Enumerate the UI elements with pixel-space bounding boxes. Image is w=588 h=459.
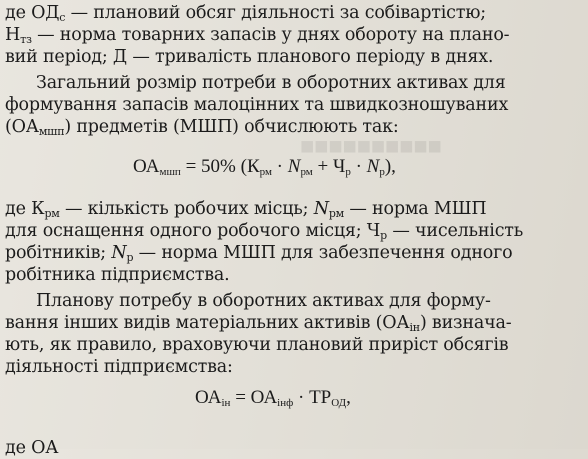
paragraph-first-line: Загальний розмір потреби в оборотних активах для (36, 73, 506, 93)
text-line: $Н_{тз}$ — норма товарних запасів у днях обороту на плано- (5, 25, 510, 46)
text-line: діяльності підприємства: (5, 357, 233, 377)
text-line: вання інших видів матеріальних активів $(ОА_{ін})$ визнача- (5, 313, 512, 334)
formula-oa-mshp: $ОА_{мшп} = 50\%$ $(К_{рм} \cdot N_{рм} + Ч_р \cdot N_р)$, (133, 156, 396, 178)
text-line: робітників; $N_р$ — норма МШП для забезпечення одного (5, 243, 513, 264)
text-line: де $К_{рм}$ — кількість робочих місць; $N_{рм}$ — норма МШП (5, 199, 487, 220)
bleed-through-texture: ■■■■■■■■■■ (300, 139, 442, 157)
text-line: для оснащення одного робочого місця; $Ч_р$ — чисельність (5, 221, 524, 242)
partial-text-line: де ОА (5, 438, 59, 458)
text-line: робітника підприємства. (5, 265, 230, 285)
paragraph-first-line: Планову потребу в оборотних активах для форму- (36, 291, 491, 311)
text-line: де $ОД_с$ — плановий обсяг діяльності за собівартістю; (5, 3, 486, 24)
formula-oa-in: $ОА_{ін} = ОА_{інф} \cdot ТР_{ОД}$, (195, 387, 351, 409)
text-line: вий період; Д — тривалість планового періоду в днях. (5, 47, 494, 67)
text-line: формування запасів малоцінних та швидкозношуваних (5, 95, 509, 115)
text-line: ють, як правило, враховуючи плановий приріст обсягів (5, 335, 509, 355)
text-line: $(ОА_{мшп})$ предметів (МШП) обчислюють так: (5, 117, 399, 138)
